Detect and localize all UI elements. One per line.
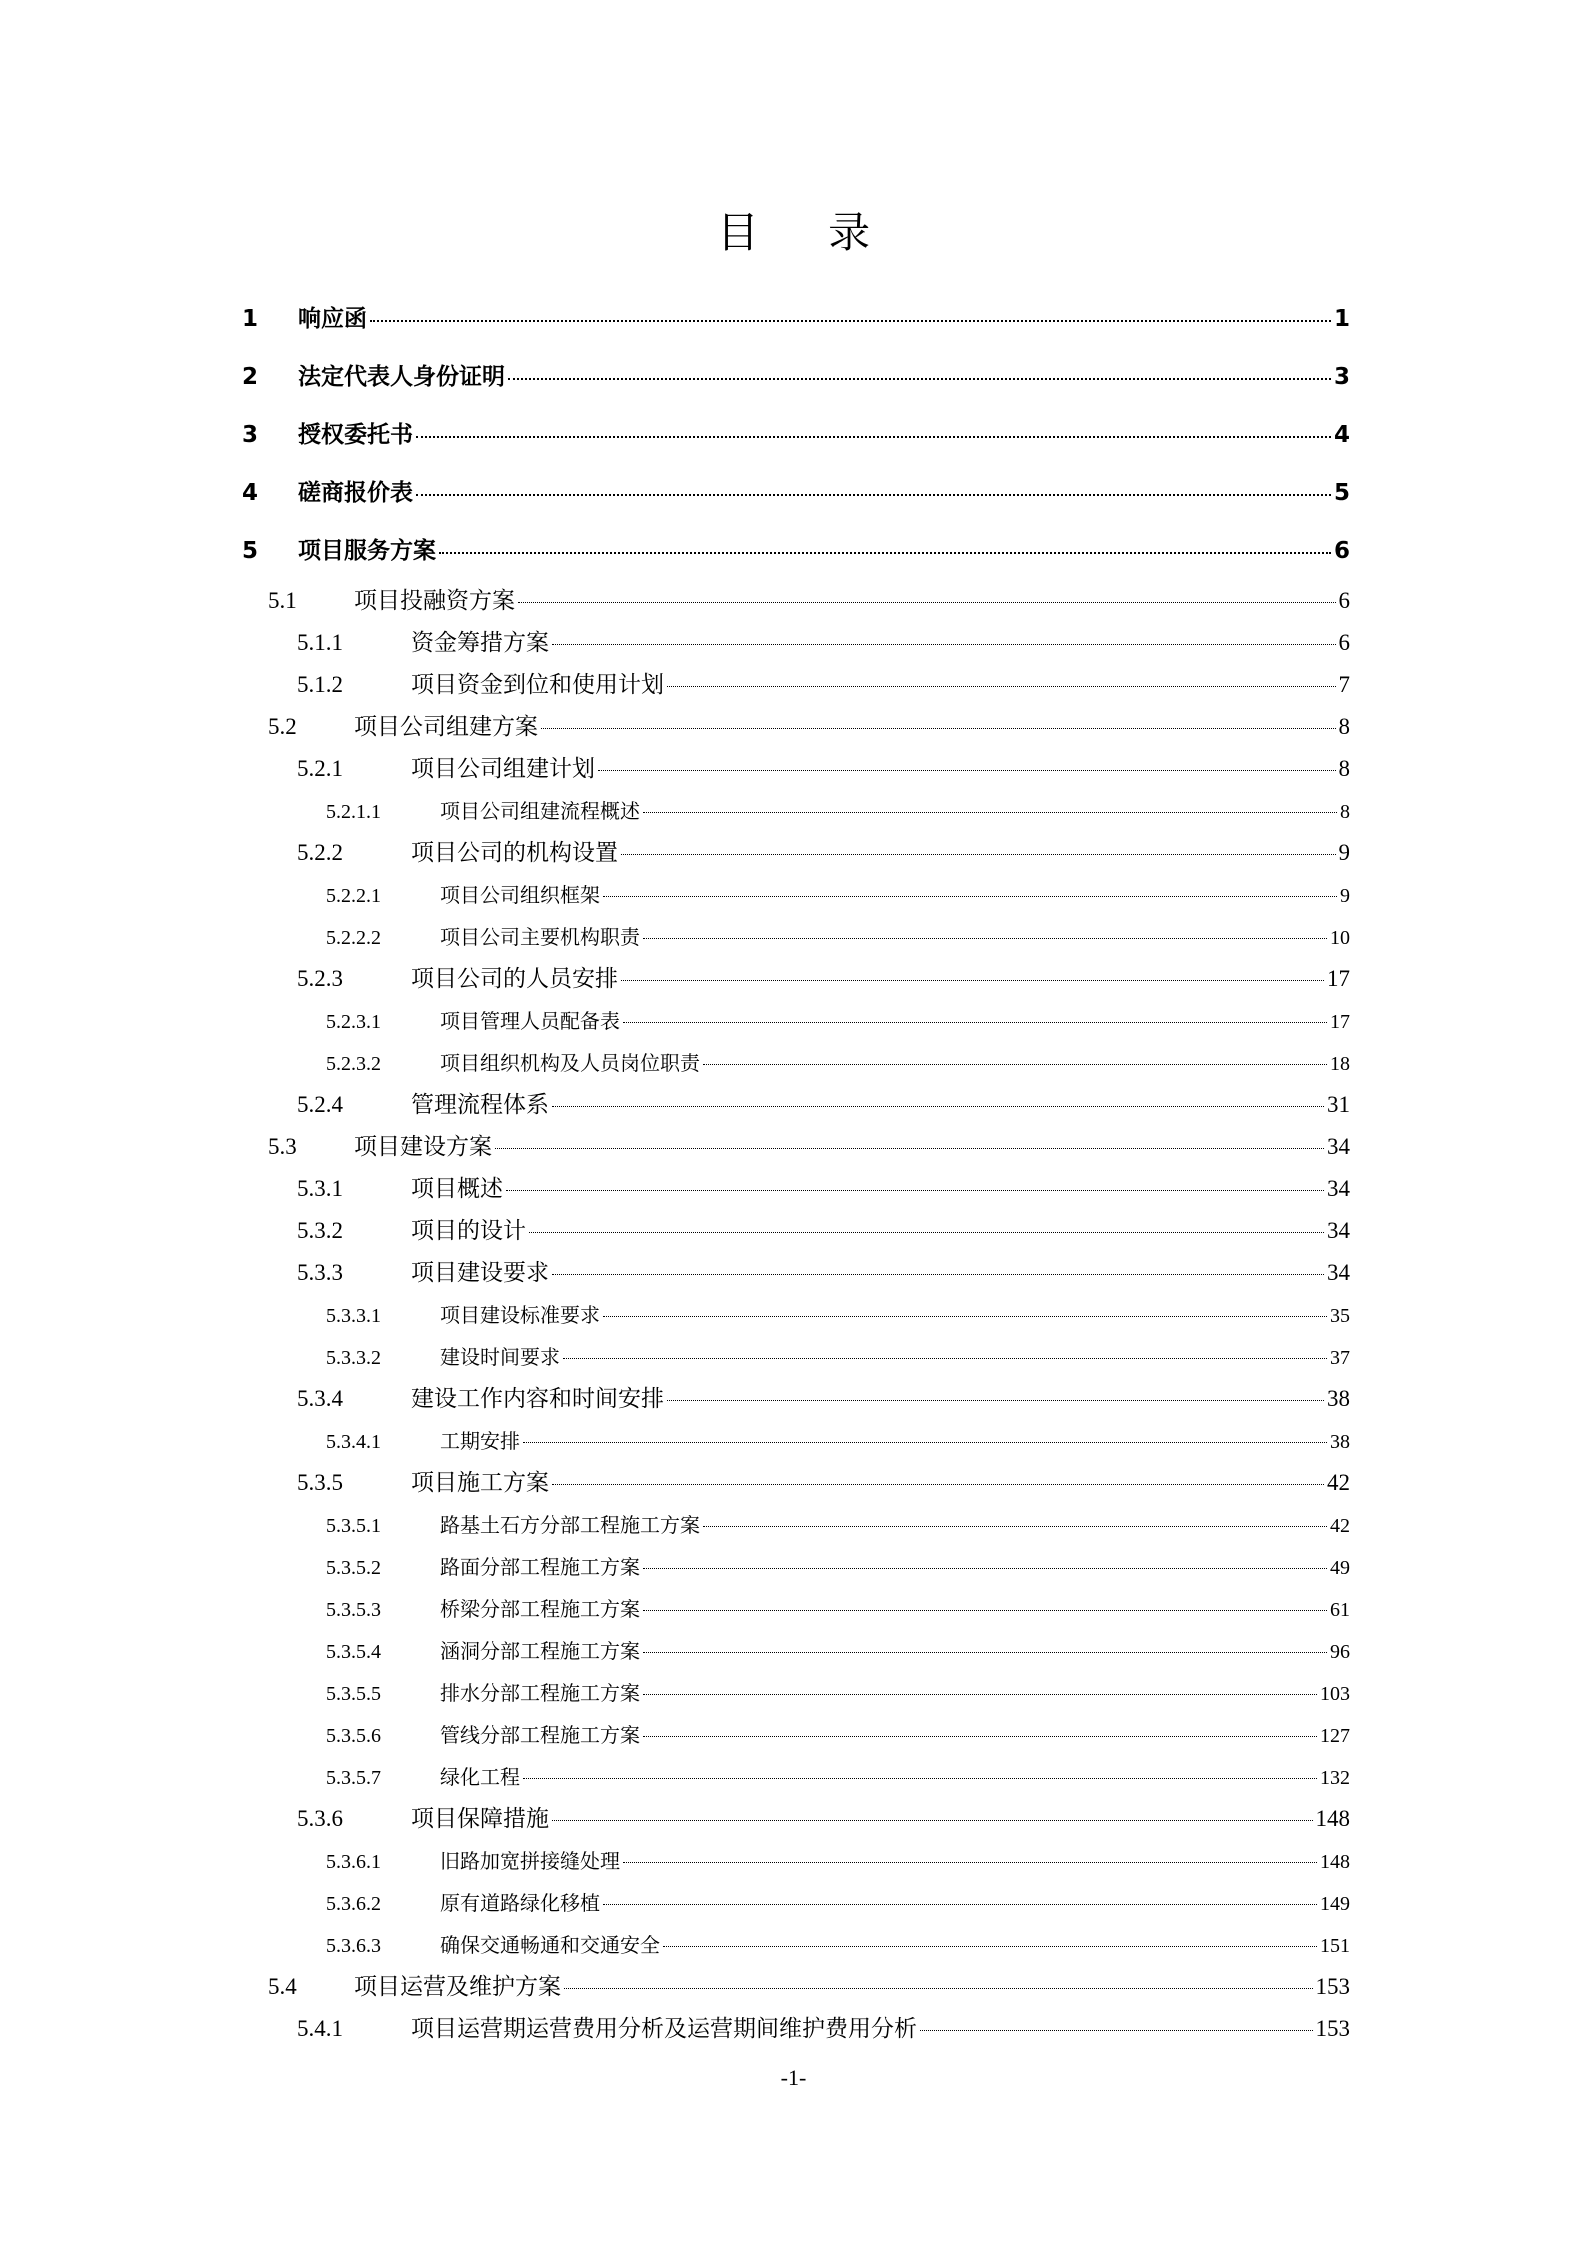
toc-entry[interactable]	[326, 790, 1350, 832]
toc-entry-page: 10	[1330, 927, 1350, 949]
toc-entry-number: 2	[242, 364, 259, 390]
toc-entry-page: 17	[1327, 966, 1350, 991]
toc-entry[interactable]	[326, 1924, 1350, 1966]
toc-entry-label: 项目建设要求	[411, 1260, 549, 1286]
toc-entry[interactable]	[268, 706, 1350, 748]
toc-entry-label: 项目公司组织框架	[440, 883, 600, 907]
toc-entry[interactable]	[326, 1588, 1350, 1630]
toc-entry[interactable]	[326, 1882, 1350, 1924]
toc-entry[interactable]	[297, 1084, 1350, 1126]
toc-entry-label: 建设时间要求	[440, 1345, 560, 1369]
toc-entry-label: 绿化工程	[440, 1765, 520, 1789]
toc-entry-label: 路基土石方分部工程施工方案	[440, 1513, 700, 1537]
toc-entry[interactable]	[297, 832, 1350, 874]
toc-dot-leader	[603, 1904, 1317, 1905]
toc-dot-leader	[518, 602, 1336, 603]
toc-entry-number: 5.3	[268, 1134, 297, 1159]
toc-entry[interactable]	[297, 1798, 1350, 1840]
toc-entry-label: 项目公司组建流程概述	[440, 799, 640, 823]
toc-entry-label: 建设工作内容和时间安排	[411, 1386, 664, 1412]
toc-entry-label: 管线分部工程施工方案	[440, 1723, 640, 1747]
toc-entry-number: 5.2.2.2	[326, 927, 381, 949]
toc-entry-number: 5	[242, 538, 259, 564]
toc-entry[interactable]	[297, 958, 1350, 1000]
toc-dot-leader	[495, 1148, 1324, 1149]
toc-dot-leader	[552, 1484, 1324, 1485]
toc-entry-label: 项目运营及维护方案	[354, 1974, 561, 2000]
toc-dot-leader	[643, 812, 1337, 813]
toc-dot-leader	[643, 1568, 1327, 1569]
toc-dot-leader	[703, 1064, 1327, 1065]
toc-entry[interactable]	[326, 916, 1350, 958]
toc-entry-page: 31	[1327, 1092, 1350, 1117]
toc-entry-label: 桥梁分部工程施工方案	[440, 1597, 640, 1621]
toc-entry[interactable]	[326, 1042, 1350, 1084]
toc-dot-leader	[703, 1526, 1327, 1527]
toc-entry[interactable]	[242, 522, 1350, 580]
toc-entry-label: 项目公司组建计划	[411, 756, 595, 782]
toc-entry-label: 项目概述	[411, 1176, 503, 1202]
toc-entry-label: 项目保障措施	[411, 1806, 549, 1832]
toc-entry-number: 3	[242, 422, 259, 448]
toc-entry[interactable]	[297, 1378, 1350, 1420]
toc-entry-page: 6	[1333, 538, 1350, 564]
page-number: -1-	[780, 2065, 807, 2090]
toc-dot-leader	[667, 686, 1336, 687]
toc-entry-number: 5.3.3	[297, 1260, 343, 1285]
toc-entry-page: 8	[1338, 756, 1350, 781]
toc-entry-number: 5.3.1	[297, 1176, 343, 1201]
toc-entry-number: 5.3.2	[297, 1218, 343, 1243]
toc-entry[interactable]	[326, 1672, 1350, 1714]
toc-entry-label: 项目资金到位和使用计划	[411, 672, 664, 698]
toc-entry[interactable]	[242, 348, 1350, 406]
toc-entry[interactable]	[297, 2008, 1350, 2050]
toc-entry-number: 5.3.6	[297, 1806, 343, 1831]
toc-entry-page: 61	[1330, 1599, 1350, 1621]
toc-entry-number: 5.2.4	[297, 1092, 343, 1117]
toc-dot-leader	[643, 1694, 1317, 1695]
toc-entry[interactable]	[242, 406, 1350, 464]
toc-entry-number: 5.3.6.1	[326, 1851, 381, 1873]
toc-entry[interactable]	[326, 1336, 1350, 1378]
toc-entry-page: 153	[1315, 2016, 1350, 2041]
toc-entry[interactable]	[326, 1714, 1350, 1756]
toc-dot-leader	[667, 1400, 1324, 1401]
toc-entry-page: 6	[1338, 630, 1350, 655]
toc-dot-leader	[920, 2030, 1313, 2031]
toc-entry-number: 5.1	[268, 588, 297, 613]
toc-entry-label: 项目投融资方案	[354, 588, 515, 614]
toc-entry-number: 5.3.6.2	[326, 1893, 381, 1915]
toc-entry[interactable]	[326, 1630, 1350, 1672]
toc-entry-number: 4	[242, 480, 259, 506]
toc-entry[interactable]	[268, 1966, 1350, 2008]
toc-entry[interactable]	[326, 1504, 1350, 1546]
toc-entry[interactable]	[326, 874, 1350, 916]
toc-entry-number: 5.1.2	[297, 672, 343, 697]
toc-entry-page: 9	[1338, 840, 1350, 865]
toc-entry[interactable]	[242, 464, 1350, 522]
toc-entry[interactable]	[297, 1462, 1350, 1504]
toc-entry-page: 7	[1338, 672, 1350, 697]
toc-dot-leader	[439, 552, 1331, 554]
toc-dot-leader	[370, 320, 1331, 322]
toc-entry[interactable]	[326, 1000, 1350, 1042]
toc-entry[interactable]	[326, 1546, 1350, 1588]
toc-entry-page: 5	[1333, 480, 1350, 506]
toc-entry[interactable]	[297, 1210, 1350, 1252]
toc-dot-leader	[621, 980, 1324, 981]
toc-entry-page: 49	[1330, 1557, 1350, 1579]
toc-entry-label: 项目运营期运营费用分析及运营期间维护费用分析	[411, 2016, 917, 2042]
toc-entry-label: 响应函	[298, 306, 367, 332]
toc-entry-number: 5.4	[268, 1974, 297, 1999]
toc-entry-page: 9	[1340, 885, 1350, 907]
toc-entry-number: 5.3.5.1	[326, 1515, 381, 1537]
toc-entry-number: 5.3.5.4	[326, 1641, 381, 1663]
toc-entry-label: 项目公司的人员安排	[411, 966, 618, 992]
toc-entry-number: 5.3.5.2	[326, 1557, 381, 1579]
toc-entry[interactable]	[242, 290, 1350, 348]
toc-entry[interactable]	[326, 1294, 1350, 1336]
toc-dot-leader	[643, 1652, 1327, 1653]
toc-entry-number: 5.2.2	[297, 840, 343, 865]
page-title: 目 录	[716, 208, 899, 257]
toc-dot-leader	[564, 1988, 1313, 1989]
toc-entry[interactable]	[326, 1840, 1350, 1882]
toc-entry-page: 4	[1333, 422, 1350, 448]
toc-dot-leader	[623, 1862, 1317, 1863]
toc-entry-label: 项目施工方案	[411, 1470, 549, 1496]
toc-entry-page: 34	[1327, 1134, 1350, 1159]
toc-entry-number: 5.3.3.1	[326, 1305, 381, 1327]
toc-dot-leader	[416, 494, 1331, 496]
toc-entry-label: 原有道路绿化移植	[440, 1891, 600, 1915]
toc-entry-label: 法定代表人身份证明	[298, 364, 505, 390]
toc-entry-page: 38	[1330, 1431, 1350, 1453]
toc-entry-label: 确保交通畅通和交通安全	[440, 1933, 660, 1957]
toc-dot-leader	[643, 1610, 1327, 1611]
toc-entry[interactable]	[297, 622, 1350, 664]
toc-entry-number: 5.3.5.3	[326, 1599, 381, 1621]
toc-entry-page: 42	[1327, 1470, 1350, 1495]
toc-entry-page: 132	[1320, 1767, 1350, 1789]
toc-entry-number: 5.2.3	[297, 966, 343, 991]
toc-dot-leader	[643, 1736, 1317, 1737]
toc-entry-number: 5.2.1.1	[326, 801, 381, 823]
toc-entry[interactable]	[297, 1168, 1350, 1210]
toc-dot-leader	[598, 770, 1336, 771]
toc-entry-number: 5.3.5.7	[326, 1767, 381, 1789]
toc-entry-page: 103	[1320, 1683, 1350, 1705]
toc-entry-page: 153	[1315, 1974, 1350, 1999]
toc-entry-page: 42	[1330, 1515, 1350, 1537]
toc-entry-number: 5.2.2.1	[326, 885, 381, 907]
toc-entry-number: 5.4.1	[297, 2016, 343, 2041]
toc-dot-leader	[529, 1232, 1324, 1233]
toc-dot-leader	[506, 1190, 1324, 1191]
toc-entry[interactable]	[268, 580, 1350, 622]
toc-entry[interactable]	[297, 664, 1350, 706]
toc-entry-label: 排水分部工程施工方案	[440, 1681, 640, 1705]
toc-entry-number: 5.3.4.1	[326, 1431, 381, 1453]
toc-dot-leader	[552, 1106, 1324, 1107]
toc-entry-label: 管理流程体系	[411, 1092, 549, 1118]
toc-entry-page: 18	[1330, 1053, 1350, 1075]
toc-entry-page: 8	[1340, 801, 1350, 823]
toc-entry-page: 34	[1327, 1218, 1350, 1243]
toc-dot-leader	[541, 728, 1336, 729]
toc-entry-label: 项目组织机构及人员岗位职责	[440, 1051, 700, 1075]
toc-entry[interactable]	[297, 748, 1350, 790]
toc-entry[interactable]	[268, 1126, 1350, 1168]
toc-entry-number: 1	[242, 306, 259, 332]
toc-entry-page: 127	[1320, 1725, 1350, 1747]
toc-entry-page: 148	[1320, 1851, 1350, 1873]
toc-dot-leader	[663, 1946, 1317, 1947]
toc-entry-number: 5.3.4	[297, 1386, 343, 1411]
toc-dot-leader	[523, 1442, 1327, 1443]
toc-dot-leader	[603, 1316, 1327, 1317]
toc-dot-leader	[508, 378, 1331, 380]
toc-entry-page: 8	[1338, 714, 1350, 739]
toc-dot-leader	[563, 1358, 1327, 1359]
toc-entry-number: 5.2.3.1	[326, 1011, 381, 1033]
toc-dot-leader	[621, 854, 1336, 855]
toc-entry-number: 5.3.5.5	[326, 1683, 381, 1705]
toc-dot-leader	[552, 1820, 1313, 1821]
toc-entry[interactable]	[326, 1420, 1350, 1462]
toc-entry-page: 34	[1327, 1176, 1350, 1201]
toc-entry-label: 工期安排	[440, 1429, 520, 1453]
toc-dot-leader	[552, 644, 1336, 645]
toc-dot-leader	[552, 1274, 1324, 1275]
toc-entry[interactable]	[297, 1252, 1350, 1294]
toc-entry-label: 旧路加宽拼接缝处理	[440, 1849, 620, 1873]
toc-entry-label: 项目公司的机构设置	[411, 840, 618, 866]
toc-entry-label: 资金筹措方案	[411, 630, 549, 656]
toc-entry-label: 项目服务方案	[298, 538, 436, 564]
toc-entry-label: 项目公司组建方案	[354, 714, 538, 740]
toc-entry[interactable]	[326, 1756, 1350, 1798]
toc-entry-number: 5.2	[268, 714, 297, 739]
toc-entry-page: 96	[1330, 1641, 1350, 1663]
toc-dot-leader	[523, 1778, 1317, 1779]
toc-entry-number: 5.2.1	[297, 756, 343, 781]
toc-entry-page: 3	[1333, 364, 1350, 390]
toc-entry-label: 项目管理人员配备表	[440, 1009, 620, 1033]
toc-entry-page: 151	[1320, 1935, 1350, 1957]
toc-entry-label: 授权委托书	[298, 422, 413, 448]
toc-entry-page: 149	[1320, 1893, 1350, 1915]
toc-entry-label: 项目建设方案	[354, 1134, 492, 1160]
toc-entry-page: 1	[1333, 306, 1350, 332]
toc-entry-page: 34	[1327, 1260, 1350, 1285]
toc-entry-number: 5.3.5.6	[326, 1725, 381, 1747]
toc-entry-number: 5.3.5	[297, 1470, 343, 1495]
toc-entry-number: 5.3.3.2	[326, 1347, 381, 1369]
toc-entry-page: 35	[1330, 1305, 1350, 1327]
toc-dot-leader	[603, 896, 1337, 897]
toc-entry-label: 项目的设计	[411, 1218, 526, 1244]
toc-entry-number: 5.2.3.2	[326, 1053, 381, 1075]
toc-entry-page: 37	[1330, 1347, 1350, 1369]
toc-entry-label: 磋商报价表	[298, 480, 413, 506]
toc-entry-page: 6	[1338, 588, 1350, 613]
toc-entry-label: 项目公司主要机构职责	[440, 925, 640, 949]
toc-entry-page: 38	[1327, 1386, 1350, 1411]
toc-dot-leader	[643, 938, 1327, 939]
toc-entry-label: 路面分部工程施工方案	[440, 1555, 640, 1579]
toc-entry-number: 5.1.1	[297, 630, 343, 655]
toc-entry-label: 项目建设标准要求	[440, 1303, 600, 1327]
toc-entry-number: 5.3.6.3	[326, 1935, 381, 1957]
toc-entry-page: 17	[1330, 1011, 1350, 1033]
toc-dot-leader	[623, 1022, 1327, 1023]
toc-dot-leader	[416, 436, 1331, 438]
toc-entry-page: 148	[1315, 1806, 1350, 1831]
toc-entry-label: 涵洞分部工程施工方案	[440, 1639, 640, 1663]
